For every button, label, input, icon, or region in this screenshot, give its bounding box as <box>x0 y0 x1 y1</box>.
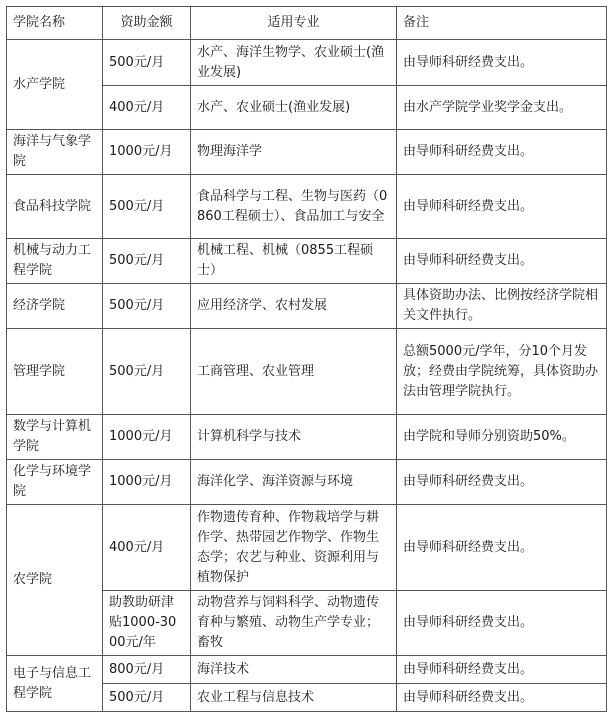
major-cell: 海洋技术 <box>191 656 397 684</box>
note-cell: 由导师科研经费支出。 <box>397 175 607 239</box>
major-cell: 动物营养与饲料科学、动物遗传育种与繁殖、动物生产学专业；畜牧 <box>191 591 397 656</box>
amount-cell: 500元/月 <box>103 329 191 415</box>
major-cell: 农业工程与信息技术 <box>191 684 397 712</box>
major-cell: 水产、海洋生物学、农业硕士(渔业发展) <box>191 40 397 86</box>
note-cell: 由导师科研经费支出。 <box>397 505 607 591</box>
college-cell: 经济学院 <box>7 284 103 329</box>
table-row <box>7 329 607 415</box>
amount-cell: 500元/月 <box>103 239 191 284</box>
table-row <box>7 284 607 329</box>
note-cell: 由导师科研经费支出。 <box>397 656 607 684</box>
major-cell: 海洋化学、海洋资源与环境 <box>191 460 397 505</box>
note-cell: 由学院和导师分别资助50%。 <box>397 415 607 460</box>
amount-cell: 1000元/月 <box>103 130 191 175</box>
note-cell: 由导师科研经费支出。 <box>397 130 607 175</box>
note-cell: 由导师科研经费支出。 <box>397 239 607 284</box>
college-cell: 海洋与气象学院 <box>7 130 103 175</box>
table-row <box>7 239 607 284</box>
table-row <box>7 460 607 505</box>
amount-cell: 500元/月 <box>103 175 191 239</box>
college-cell: 水产学院 <box>7 40 103 130</box>
amount-cell: 500元/月 <box>103 284 191 329</box>
table-row <box>7 175 607 239</box>
college-cell: 数学与计算机学院 <box>7 415 103 460</box>
table-row <box>7 130 607 175</box>
amount-cell: 800元/月 <box>103 656 191 684</box>
note-cell: 由导师科研经费支出。 <box>397 684 607 712</box>
major-cell: 应用经济学、农村发展 <box>191 284 397 329</box>
funding-table <box>6 6 607 712</box>
amount-cell: 500元/月 <box>103 40 191 86</box>
note-cell: 由导师科研经费支出。 <box>397 591 607 656</box>
amount-cell: 400元/月 <box>103 86 191 130</box>
table-header-row <box>7 7 607 40</box>
major-cell: 物理海洋学 <box>191 130 397 175</box>
table-row <box>7 505 607 591</box>
college-cell: 电子与信息工程学院 <box>7 656 103 712</box>
major-cell: 水产、农业硕士(渔业发展) <box>191 86 397 130</box>
note-cell: 由导师科研经费支出。 <box>397 460 607 505</box>
amount-cell: 1000元/月 <box>103 460 191 505</box>
amount-cell: 1000元/月 <box>103 415 191 460</box>
major-cell: 机械工程、机械（0855工程硕士） <box>191 239 397 284</box>
header-amount: 资助金额 <box>103 7 191 40</box>
major-cell: 食品科学与工程、生物与医药（0860工程硕士）、食品加工与安全 <box>191 175 397 239</box>
college-cell: 机械与动力工程学院 <box>7 239 103 284</box>
major-cell: 工商管理、农业管理 <box>191 329 397 415</box>
note-cell: 由水产学院学业奖学金支出。 <box>397 86 607 130</box>
header-college: 学院名称 <box>7 7 103 40</box>
college-cell: 农学院 <box>7 505 103 656</box>
header-note: 备注 <box>397 7 607 40</box>
college-cell: 管理学院 <box>7 329 103 415</box>
major-cell: 计算机科学与技术 <box>191 415 397 460</box>
table-row <box>7 40 607 86</box>
amount-cell: 400元/月 <box>103 505 191 591</box>
college-cell: 食品科技学院 <box>7 175 103 239</box>
college-cell: 化学与环境学院 <box>7 460 103 505</box>
table-row <box>7 415 607 460</box>
amount-cell: 助教助研津贴1000-3000元/年 <box>103 591 191 656</box>
note-cell: 由导师科研经费支出。 <box>397 40 607 86</box>
major-cell: 作物遗传育种、作物栽培学与耕作学、热带园艺作物学、作物生态学；农艺与种业、资源利用与植物保护 <box>191 505 397 591</box>
note-cell: 总额5000元/学年，分10个月发放；经费由学院统筹，具体资助办法由管理学院执行。 <box>397 329 607 415</box>
amount-cell: 500元/月 <box>103 684 191 712</box>
header-major: 适用专业 <box>191 7 397 40</box>
table-row <box>7 656 607 684</box>
note-cell: 具体资助办法、比例按经济学院相关文件执行。 <box>397 284 607 329</box>
